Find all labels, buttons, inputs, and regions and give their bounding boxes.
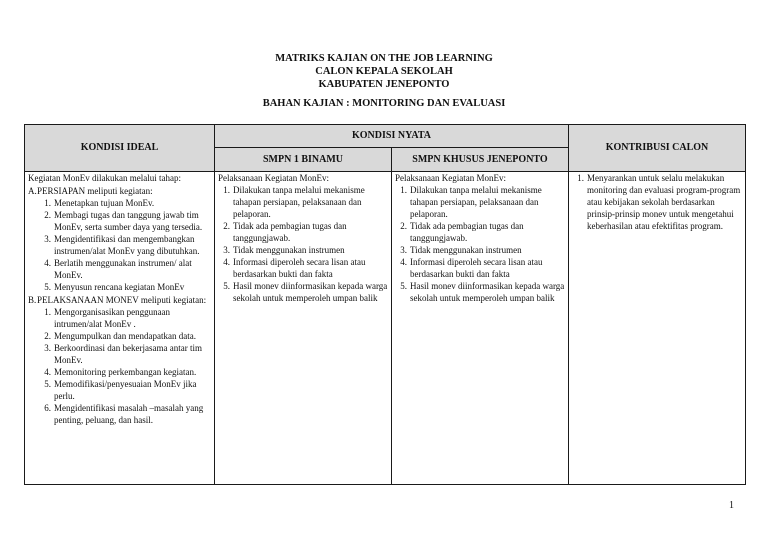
section-a-letter: A. [28,186,37,196]
section-b-letter: B. [28,295,37,305]
list-item: 1. Dilakukan tanpa melalui mekanisme tahapan persiapan, pelaksanaan dan pelaporan. [400,185,542,219]
list-item: 2. Tidak ada pembagian tugas dan tanggungjawab. [400,221,524,243]
school1-intro: Pelaksanaan Kegiatan MonEv: [218,173,329,183]
school2-intro: Pelaksanaan Kegiatan MonEv: [395,173,506,183]
header-smpn-1-binamu: SMPN 1 BINAMU [215,148,392,172]
list-item: 4. Berlatih menggunakan instrumen/ alat MonEv. [44,258,192,280]
title-line-3: KABUPATEN JENEPONTO [318,79,450,90]
kontribusi-list [572,172,742,232]
list-item: 4. Informasi diperoleh secara lisan atau berdasarkan bukti dan fakta [223,257,366,279]
cell-smpn-khusus-jeneponto [392,172,569,485]
list-item: 2. Tidak ada pembagian tugas dan tanggungjawab. [223,221,347,243]
list-item: 3. Tidak menggunakan instrumen [223,245,345,255]
title-line-4: BAHAN KAJIAN : MONITORING DAN EVALUASI [262,98,506,109]
cell-smpn-1-binamu [215,172,392,485]
cell-kontribusi-calon [569,172,746,485]
list-item: 2. Membagi tugas dan tanggung jawab tim MonEv, serta sumber daya yang tersedia. [44,210,203,232]
list-item: 3. Tidak menggunakan instrumen [400,245,522,255]
header-smpn-khusus-jeneponto: SMPN KHUSUS JENEPONTO [392,148,569,172]
list-item: 2. Mengumpulkan dan mendapatkan data. [44,331,196,341]
list-item: 4. Informasi diperoleh secara lisan atau berdasarkan bukti dan fakta [400,257,543,279]
document-title [0,52,768,110]
header-kondisi-ideal: KONDISI IDEAL [25,125,215,172]
school1-list [218,184,388,304]
list-item: 1. Mengorganisasikan penggunaan intrumen/alat MonEv . [44,307,171,329]
ideal-section-b [28,294,211,426]
matrix-table [24,124,746,485]
school2-list [395,184,565,304]
header-kondisi-nyata: KONDISI NYATA [215,125,569,148]
list-item: 5. Memodifikasi/penyesuaian MonEv jika perlu. [44,379,197,401]
list-item: 5. Hasil monev diinformasikan kepada warga sekolah untuk memperoleh umpan balik [223,281,388,303]
list-item: 4. Memonitoring perkembangan kegiatan. [44,367,197,377]
list-item: 5. Menyusun rencana kegiatan MonEv [44,282,185,292]
page-number: 1 [729,500,734,511]
list-item: 3. Berkoordinasi dan bekerjasama antar tim MonEv. [44,343,202,365]
list-item: 1. Menyarankan untuk selalu melakukan monitoring dan evaluasi program-program atau kebijakan sekolah berdasarkan prinsip-prinsip monev untuk mengetahui keberhasilan atau efektifitas program. [577,173,741,231]
header-kontribusi-calon: KONTRIBUSI CALON [569,125,746,172]
section-b-list [28,306,211,426]
list-item: 5. Hasil monev diinformasikan kepada warga sekolah untuk memperoleh umpan balik [400,281,565,303]
title-line-1: MATRIKS KAJIAN ON THE JOB LEARNING [275,53,493,64]
title-line-2: CALON KEPALA SEKOLAH [315,66,453,77]
section-a-list [28,197,211,293]
ideal-section-a [28,185,211,293]
ideal-intro: Kegiatan MonEv dilakukan melalui tahap: [28,173,181,183]
list-item: 6. Mengidentifikasi masalah –masalah yang penting, peluang, dan hasil. [44,403,204,425]
cell-kondisi-ideal [25,172,215,485]
list-item: 3. Mengidentifikasi dan mengembangkan instrumen/alat MonEv yang dibutuhkan. [44,234,200,256]
list-item: 1. Dilakukan tanpa melalui mekanisme tahapan persiapan, pelaksanaan dan pelaporan. [223,185,365,219]
list-item: 1. Menetapkan tujuan MonEv. [44,198,155,208]
section-a-title: PERSIAPAN meliputi kegiatan: [37,186,153,196]
section-b-title: PELAKSANAAN MONEV meliputi kegiatan: [37,295,207,305]
